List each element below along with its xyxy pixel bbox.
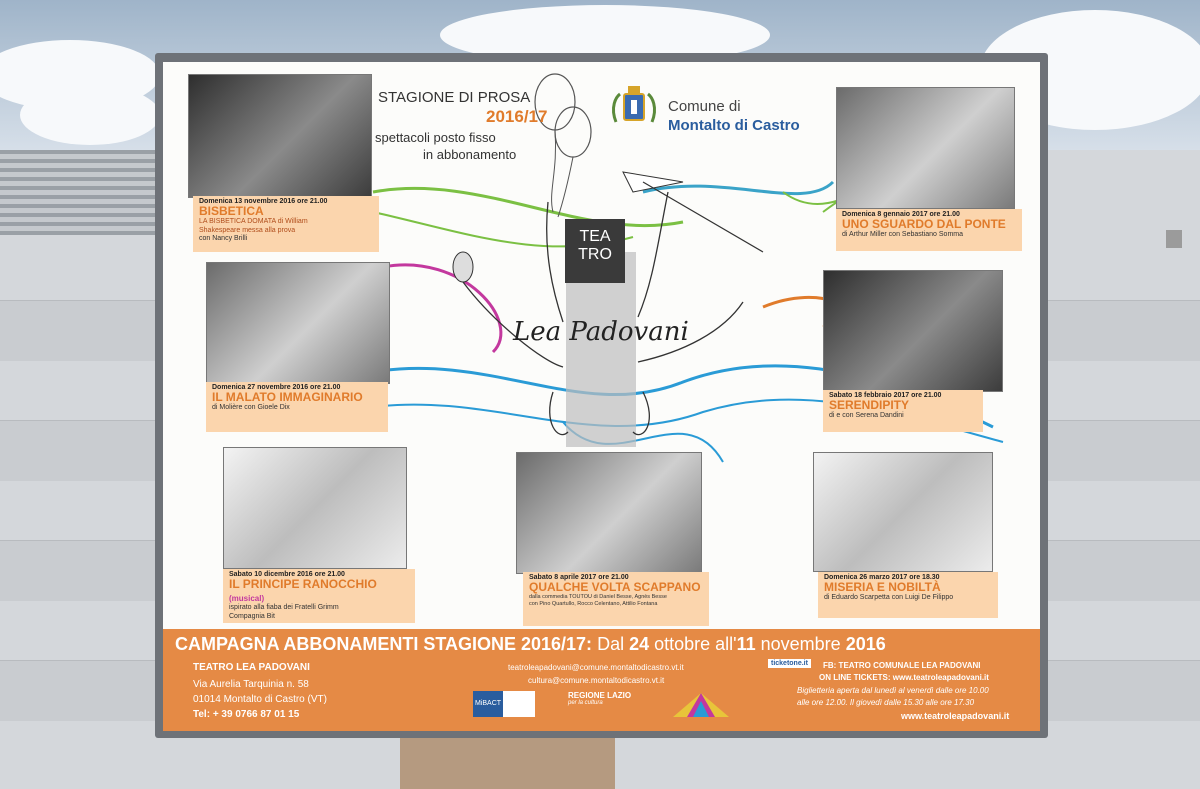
regione-lazio-sub: per la cultura — [568, 700, 603, 706]
box-office-hours: Biglietteria aperta dal lunedì al venerdì dalle ore 10.00 — [797, 686, 989, 695]
show-date: Domenica 8 gennaio 2017 ore 21.00 — [842, 211, 960, 218]
show-photo-ranocchio — [223, 447, 407, 569]
regione-lazio-text: REGIONE LAZIO — [568, 691, 632, 700]
regione-lazio-logo — [568, 691, 648, 719]
teatro-logo — [565, 219, 625, 283]
address-line-2: 01014 Montalto di Castro (VT) — [193, 694, 327, 705]
campaign-footer — [163, 629, 1040, 731]
show-photo-bisbetica — [188, 74, 372, 198]
show-date: Sabato 18 febbraio 2017 ore 21.00 — [829, 392, 942, 399]
show-caption-miseria — [818, 572, 998, 618]
address-line-1: Via Aurelia Tarquinia n. 58 — [193, 679, 309, 690]
show-subtitle: ispirato alla fiaba dei Fratelli Grimm — [229, 604, 339, 612]
ticketone-logo: ticketone.it — [768, 659, 811, 668]
online-tickets[interactable]: ON LINE TICKETS: www.teatroleapadovani.it — [819, 673, 989, 682]
show-caption-ranocchio — [223, 569, 415, 623]
comune-label: Comune di — [668, 98, 741, 115]
show-cast: con Nancy Brilli — [199, 234, 248, 242]
season-subtitle-2: in abbonamento — [423, 147, 517, 162]
show-title: UNO SGUARDO DAL PONTE — [842, 217, 1006, 231]
show-photo-qualche-volta — [516, 452, 702, 574]
show-subtitle: Shakespeare messa alla prova — [199, 226, 296, 234]
show-cast: di Molière con Gioele Dix — [212, 404, 290, 412]
campaign-a: CAMPAGNA ABBONAMENTI STAGIONE 2016/17: — [175, 634, 593, 654]
show-caption-malato — [206, 382, 388, 432]
atcl-triangle-icon — [671, 691, 731, 719]
box-office-hours: alle ore 12.00. Il giovedì dalle 15.30 alle ore 17.30 — [797, 698, 975, 707]
mibact-logo — [473, 691, 535, 717]
email-link[interactable]: cultura@comune.montaltodicastro.vt.it — [528, 676, 665, 685]
campaign-d: ottobre all' — [649, 634, 737, 654]
lea-padovani-signature: Lea Padovani — [513, 317, 689, 347]
vent-grille — [0, 150, 155, 235]
show-date: Domenica 13 novembre 2016 ore 21.00 — [199, 198, 328, 205]
show-photo-miseria — [813, 452, 993, 572]
facebook-page[interactable]: FB: TEATRO COMUNALE LEA PADOVANI — [823, 661, 981, 670]
show-title: SERENDIPITY — [829, 398, 910, 412]
show-subtitle: LA BISBETICA DOMATA di William — [199, 218, 308, 226]
show-company: Compagnia Bit — [229, 612, 275, 620]
campaign-b: Dal — [592, 634, 630, 654]
door-frame — [400, 735, 615, 789]
show-date: Sabato 10 dicembre 2016 ore 21.00 — [229, 571, 345, 578]
campaign-headline — [175, 634, 886, 655]
show-cast: di Eduardo Scarpetta con Luigi De Filippo — [824, 594, 954, 602]
comune-crest-icon — [608, 82, 660, 146]
show-title: BISBETICA — [199, 204, 264, 218]
show-photo-serendipity — [823, 270, 1003, 392]
phone-number: Tel: + 39 0766 87 01 15 — [193, 709, 300, 720]
teatro-logo-top: TEA — [579, 228, 611, 245]
show-caption-qualche-volta — [523, 572, 709, 626]
show-date: Sabato 8 aprile 2017 ore 21.00 — [529, 574, 629, 581]
cloud — [20, 85, 160, 145]
show-photo-uno-sguardo — [836, 87, 1015, 209]
show-title — [229, 578, 409, 604]
teatro-logo-bottom: TRO — [578, 246, 612, 263]
show-cast: di Arthur Miller con Sebastiano Somma — [842, 231, 963, 239]
show-subtitle: dalla commedia TOUTOU di Daniel Besse, Agnès Besse — [529, 594, 667, 601]
email-link[interactable]: teatroleapadovani@comune.montaltodicastro.vt.it — [508, 663, 684, 672]
show-date: Domenica 27 novembre 2016 ore 21.00 — [212, 384, 341, 391]
show-title: IL MALATO IMMAGINARIO — [212, 390, 363, 404]
season-title: STAGIONE DI PROSA — [378, 89, 531, 106]
show-title: QUALCHE VOLTA SCAPPANO — [529, 580, 701, 594]
theatre-name: TEATRO LEA PADOVANI — [193, 662, 310, 673]
show-cast: di e con Serena Dandini — [829, 412, 904, 420]
show-caption-bisbetica — [193, 196, 379, 252]
show-photo-malato — [206, 262, 390, 384]
comune-name: Montalto di Castro — [668, 117, 800, 134]
show-cast: con Pino Quartullo, Rocco Celentano, Attilio Fontana — [529, 600, 658, 607]
show-date: Domenica 26 marzo 2017 ore 18.30 — [824, 574, 940, 581]
campaign-e: 11 — [736, 634, 756, 654]
chimney-pipe — [1166, 230, 1182, 248]
show-title-text: IL PRINCIPE RANOCCHIO — [229, 577, 377, 591]
show-caption-uno-sguardo — [836, 209, 1022, 251]
campaign-f: novembre — [755, 634, 846, 654]
mibact-logo-text: MiBACT — [473, 691, 503, 717]
campaign-c: 24 — [629, 634, 650, 654]
show-title-suffix: (musical) — [229, 594, 265, 604]
website-link[interactable]: www.teatroleapadovani.it — [901, 711, 1010, 721]
campaign-g: 2016 — [845, 634, 886, 654]
season-years: 2016/17 — [486, 107, 548, 126]
poster — [163, 62, 1040, 731]
show-caption-serendipity — [823, 390, 983, 432]
season-subtitle: spettacoli posto fisso — [375, 130, 496, 145]
show-title: MISERIA E NOBILTÀ — [824, 580, 941, 594]
